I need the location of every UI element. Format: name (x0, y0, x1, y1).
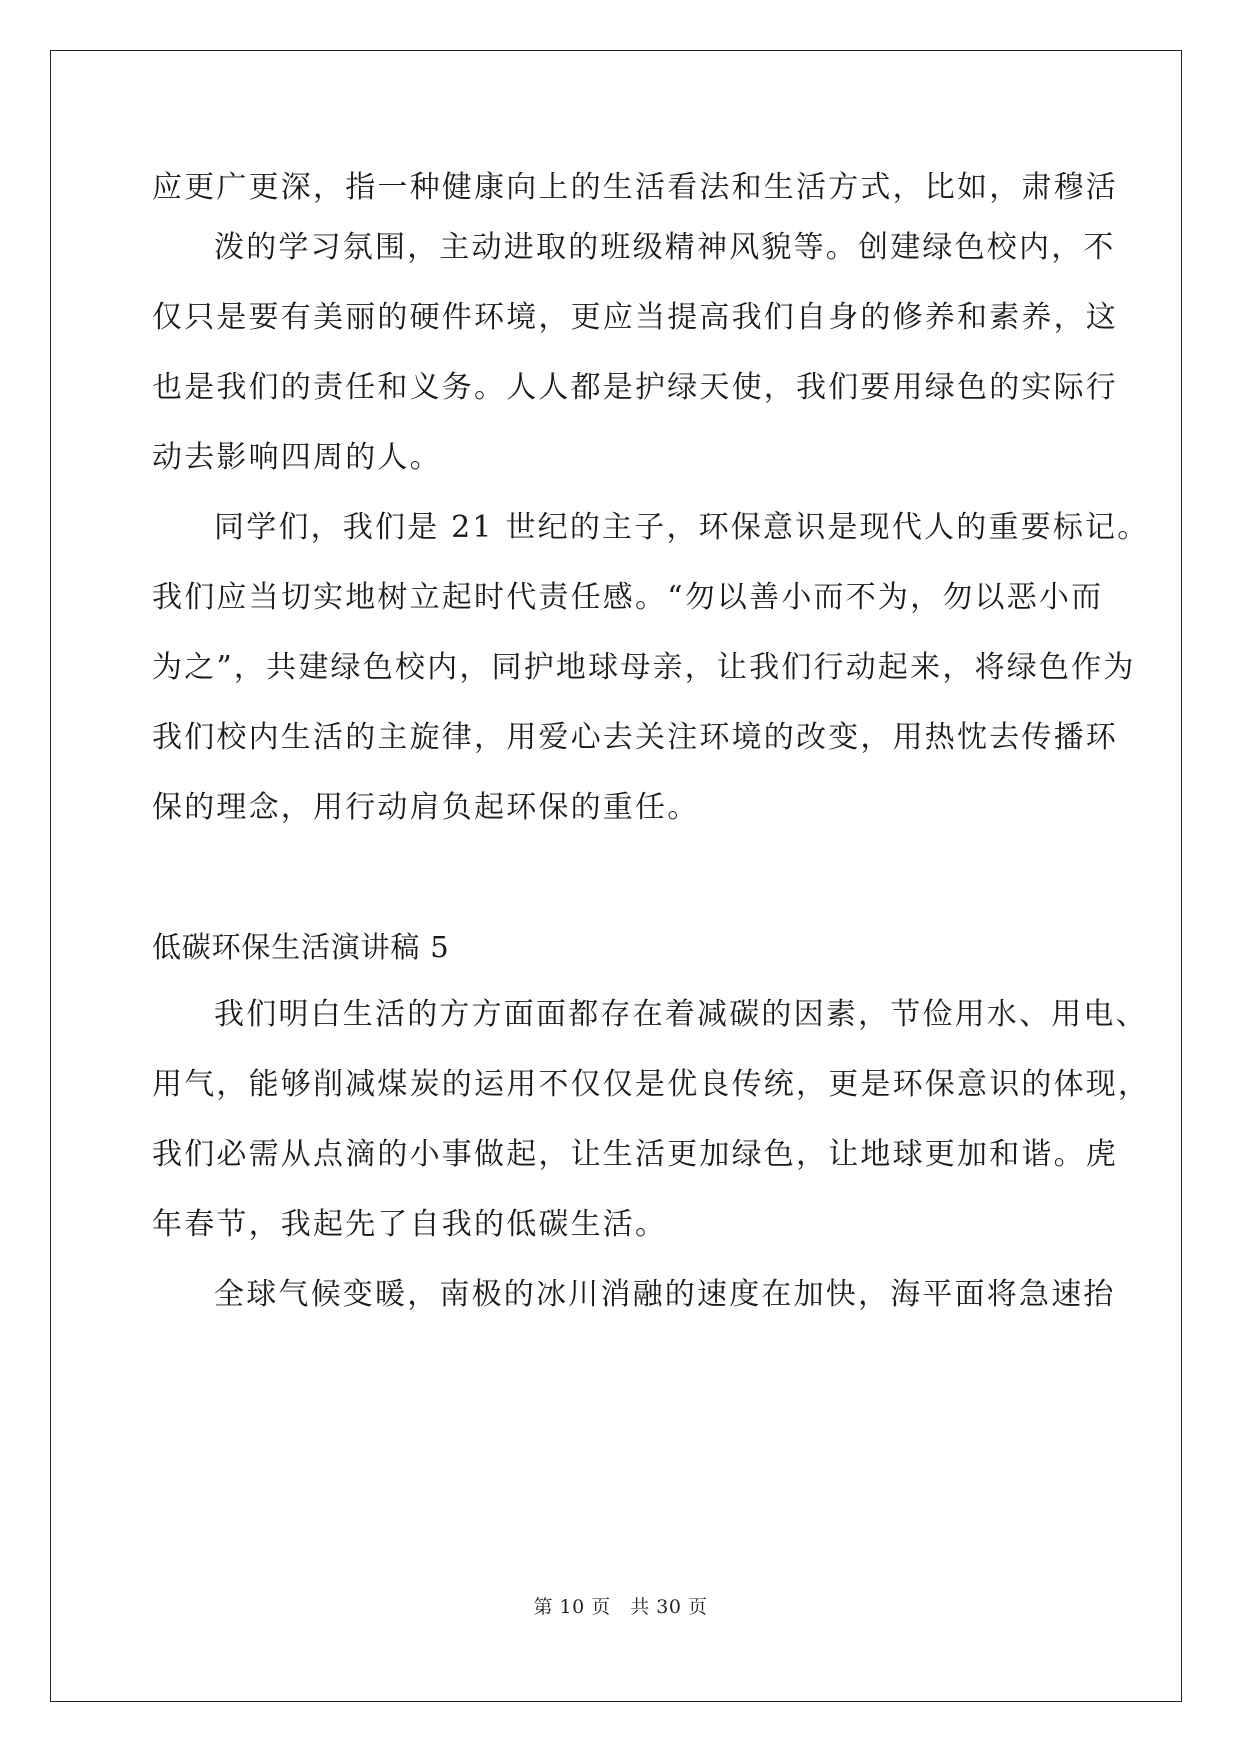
text-line: 为之”，共建绿色校内，同护地球母亲，让我们行动起来，将绿色作为 (152, 650, 1136, 685)
text-line: 仅只是要有美丽的硬件环境，更应当提高我们自身的修养和素养，这 (152, 300, 1118, 335)
text-line: 保的理念，用行动肩负起环保的重任。 (152, 790, 700, 825)
text-line: 应更广更深，指一种健康向上的生活看法和生活方式，比如，肃穆活 (152, 170, 1118, 205)
text-line: 年春节，我起先了自我的低碳生活。 (152, 1207, 668, 1242)
text-line: 全球气候变暖，南极的冰川消融的速度在加快，海平面将急速抬 (214, 1277, 1116, 1312)
text-line: 动去影响四周的人。 (152, 440, 442, 475)
text-line: 同学们，我们是 21 世纪的主子，环保意识是现代人的重要标记。 (214, 510, 1150, 545)
text-line: 我们必需从点滴的小事做起，让生活更加绿色，让地球更加和谐。虎 (152, 1137, 1118, 1172)
text-line: 用气，能够削减煤炭的运用不仅仅是优良传统，更是环保意识的体现， (152, 1067, 1151, 1102)
text-line: 也是我们的责任和义务。人人都是护绿天使，我们要用绿色的实际行 (152, 370, 1118, 405)
text-line: 泼的学习氛围，主动进取的班级精神风貌等。创建绿色校内，不 (214, 230, 1116, 265)
text-line: 我们校内生活的主旋律，用爱心去关注环境的改变，用热忱去传播环 (152, 720, 1118, 755)
section-heading: 低碳环保生活演讲稿 5 (152, 930, 450, 964)
text-line: 我们应当切实地树立起时代责任感。“勿以善小而不为，勿以恶小而 (152, 580, 1104, 615)
text-line: 我们明白生活的方方面面都存在着减碳的因素，节俭用水、用电、 (214, 997, 1148, 1032)
page-number: 第 10 页 共 30 页 (533, 1596, 708, 1618)
